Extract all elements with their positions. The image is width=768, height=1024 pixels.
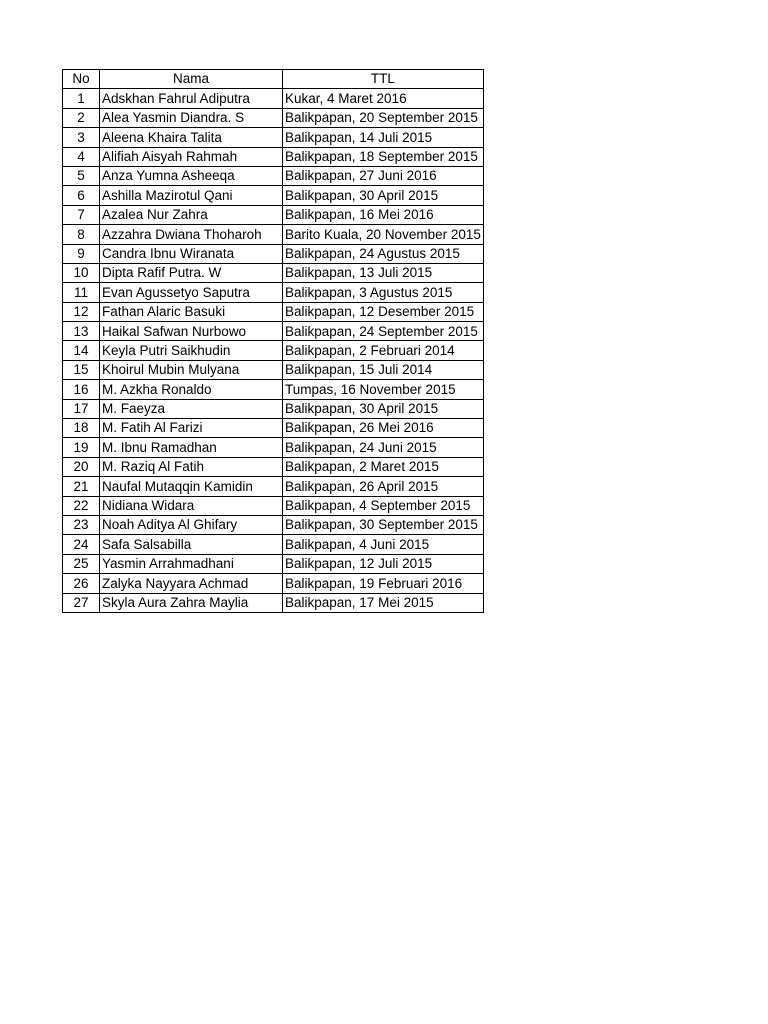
header-row xyxy=(63,70,484,89)
table-row xyxy=(63,147,484,166)
cell-nama: Azalea Nur Zahra xyxy=(100,205,283,224)
cell-ttl: Balikpapan, 30 September 2015 xyxy=(283,515,484,534)
cell-no: 10 xyxy=(63,263,100,282)
cell-no: 24 xyxy=(63,535,100,554)
cell-no: 2 xyxy=(63,108,100,127)
cell-ttl: Balikpapan, 26 April 2015 xyxy=(283,477,484,496)
cell-ttl: Balikpapan, 13 Juli 2015 xyxy=(283,263,484,282)
cell-no: 8 xyxy=(63,225,100,244)
cell-nama: Ashilla Mazirotul Qani xyxy=(100,186,283,205)
table-row xyxy=(63,263,484,282)
cell-ttl: Barito Kuala, 20 November 2015 xyxy=(283,225,484,244)
cell-nama: M. Fatih Al Farizi xyxy=(100,419,283,438)
cell-ttl: Balikpapan, 26 Mei 2016 xyxy=(283,419,484,438)
cell-ttl: Balikpapan, 16 Mei 2016 xyxy=(283,205,484,224)
cell-nama: Nidiana Widara xyxy=(100,496,283,515)
cell-ttl: Balikpapan, 4 September 2015 xyxy=(283,496,484,515)
cell-no: 13 xyxy=(63,322,100,341)
cell-nama: Haikal Safwan Nurbowo xyxy=(100,322,283,341)
cell-no: 11 xyxy=(63,283,100,302)
table-row xyxy=(63,283,484,302)
cell-no: 19 xyxy=(63,438,100,457)
cell-no: 16 xyxy=(63,380,100,399)
cell-no: 1 xyxy=(63,89,100,108)
cell-ttl: Balikpapan, 30 April 2015 xyxy=(283,186,484,205)
table-row xyxy=(63,166,484,185)
cell-ttl: Tumpas, 16 November 2015 xyxy=(283,380,484,399)
cell-no: 12 xyxy=(63,302,100,321)
cell-ttl: Balikpapan, 18 September 2015 xyxy=(283,147,484,166)
cell-no: 7 xyxy=(63,205,100,224)
cell-nama: Evan Agussetyo Saputra xyxy=(100,283,283,302)
cell-nama: Yasmin Arrahmadhani xyxy=(100,554,283,573)
header-no: No xyxy=(63,70,100,89)
table-row xyxy=(63,205,484,224)
cell-no: 26 xyxy=(63,574,100,593)
cell-ttl: Balikpapan, 24 Agustus 2015 xyxy=(283,244,484,263)
table-row xyxy=(63,89,484,108)
table-row xyxy=(63,360,484,379)
cell-ttl: Balikpapan, 27 Juni 2016 xyxy=(283,166,484,185)
student-table xyxy=(62,69,484,613)
cell-no: 6 xyxy=(63,186,100,205)
cell-nama: Anza Yumna Asheeqa xyxy=(100,166,283,185)
cell-no: 5 xyxy=(63,166,100,185)
table-row xyxy=(63,574,484,593)
table-row xyxy=(63,593,484,612)
cell-nama: Azzahra Dwiana Thoharoh xyxy=(100,225,283,244)
cell-no: 9 xyxy=(63,244,100,263)
cell-no: 3 xyxy=(63,128,100,147)
cell-nama: Skyla Aura Zahra Maylia xyxy=(100,593,283,612)
cell-nama: M. Azkha Ronaldo xyxy=(100,380,283,399)
cell-nama: Safa Salsabilla xyxy=(100,535,283,554)
table-row xyxy=(63,380,484,399)
table-row xyxy=(63,554,484,573)
table-row xyxy=(63,186,484,205)
table-row xyxy=(63,477,484,496)
table-row xyxy=(63,322,484,341)
cell-ttl: Balikpapan, 12 Juli 2015 xyxy=(283,554,484,573)
cell-ttl: Balikpapan, 3 Agustus 2015 xyxy=(283,283,484,302)
cell-nama: M. Faeyza xyxy=(100,399,283,418)
cell-ttl: Balikpapan, 20 September 2015 xyxy=(283,108,484,127)
cell-ttl: Balikpapan, 2 Februari 2014 xyxy=(283,341,484,360)
cell-no: 25 xyxy=(63,554,100,573)
cell-no: 15 xyxy=(63,360,100,379)
cell-nama: Alea Yasmin Diandra. S xyxy=(100,108,283,127)
cell-nama: Candra Ibnu Wiranata xyxy=(100,244,283,263)
cell-nama: Aleena Khaira Talita xyxy=(100,128,283,147)
table-body xyxy=(63,89,484,613)
cell-nama: Adskhan Fahrul Adiputra xyxy=(100,89,283,108)
cell-no: 27 xyxy=(63,593,100,612)
cell-nama: Khoirul Mubin Mulyana xyxy=(100,360,283,379)
cell-ttl: Balikpapan, 12 Desember 2015 xyxy=(283,302,484,321)
table-row xyxy=(63,244,484,263)
cell-ttl: Balikpapan, 24 September 2015 xyxy=(283,322,484,341)
table-row xyxy=(63,108,484,127)
cell-nama: Dipta Rafif Putra. W xyxy=(100,263,283,282)
table-row xyxy=(63,457,484,476)
header-ttl: TTL xyxy=(283,70,484,89)
cell-ttl: Balikpapan, 24 Juni 2015 xyxy=(283,438,484,457)
cell-no: 17 xyxy=(63,399,100,418)
cell-nama: Zalyka Nayyara Achmad xyxy=(100,574,283,593)
cell-nama: Keyla Putri Saikhudin xyxy=(100,341,283,360)
cell-ttl: Balikpapan, 19 Februari 2016 xyxy=(283,574,484,593)
table-row xyxy=(63,535,484,554)
table-row xyxy=(63,496,484,515)
cell-ttl: Balikpapan, 15 Juli 2014 xyxy=(283,360,484,379)
table-row xyxy=(63,419,484,438)
cell-ttl: Balikpapan, 4 Juni 2015 xyxy=(283,535,484,554)
cell-no: 22 xyxy=(63,496,100,515)
header-nama: Nama xyxy=(100,70,283,89)
cell-no: 21 xyxy=(63,477,100,496)
table-header xyxy=(63,70,484,89)
cell-nama: Noah Aditya Al Ghifary xyxy=(100,515,283,534)
cell-nama: M. Ibnu Ramadhan xyxy=(100,438,283,457)
cell-nama: Fathan Alaric Basuki xyxy=(100,302,283,321)
table-row xyxy=(63,225,484,244)
table-row xyxy=(63,399,484,418)
cell-no: 18 xyxy=(63,419,100,438)
cell-nama: M. Raziq Al Fatih xyxy=(100,457,283,476)
table-row xyxy=(63,515,484,534)
cell-no: 4 xyxy=(63,147,100,166)
cell-ttl: Balikpapan, 14 Juli 2015 xyxy=(283,128,484,147)
cell-ttl: Balikpapan, 2 Maret 2015 xyxy=(283,457,484,476)
table-row xyxy=(63,438,484,457)
cell-nama: Alifiah Aisyah Rahmah xyxy=(100,147,283,166)
table-row xyxy=(63,128,484,147)
table-row xyxy=(63,302,484,321)
table-row xyxy=(63,341,484,360)
cell-ttl: Kukar, 4 Maret 2016 xyxy=(283,89,484,108)
cell-no: 14 xyxy=(63,341,100,360)
cell-ttl: Balikpapan, 17 Mei 2015 xyxy=(283,593,484,612)
cell-ttl: Balikpapan, 30 April 2015 xyxy=(283,399,484,418)
cell-no: 23 xyxy=(63,515,100,534)
cell-no: 20 xyxy=(63,457,100,476)
cell-nama: Naufal Mutaqqin Kamidin xyxy=(100,477,283,496)
